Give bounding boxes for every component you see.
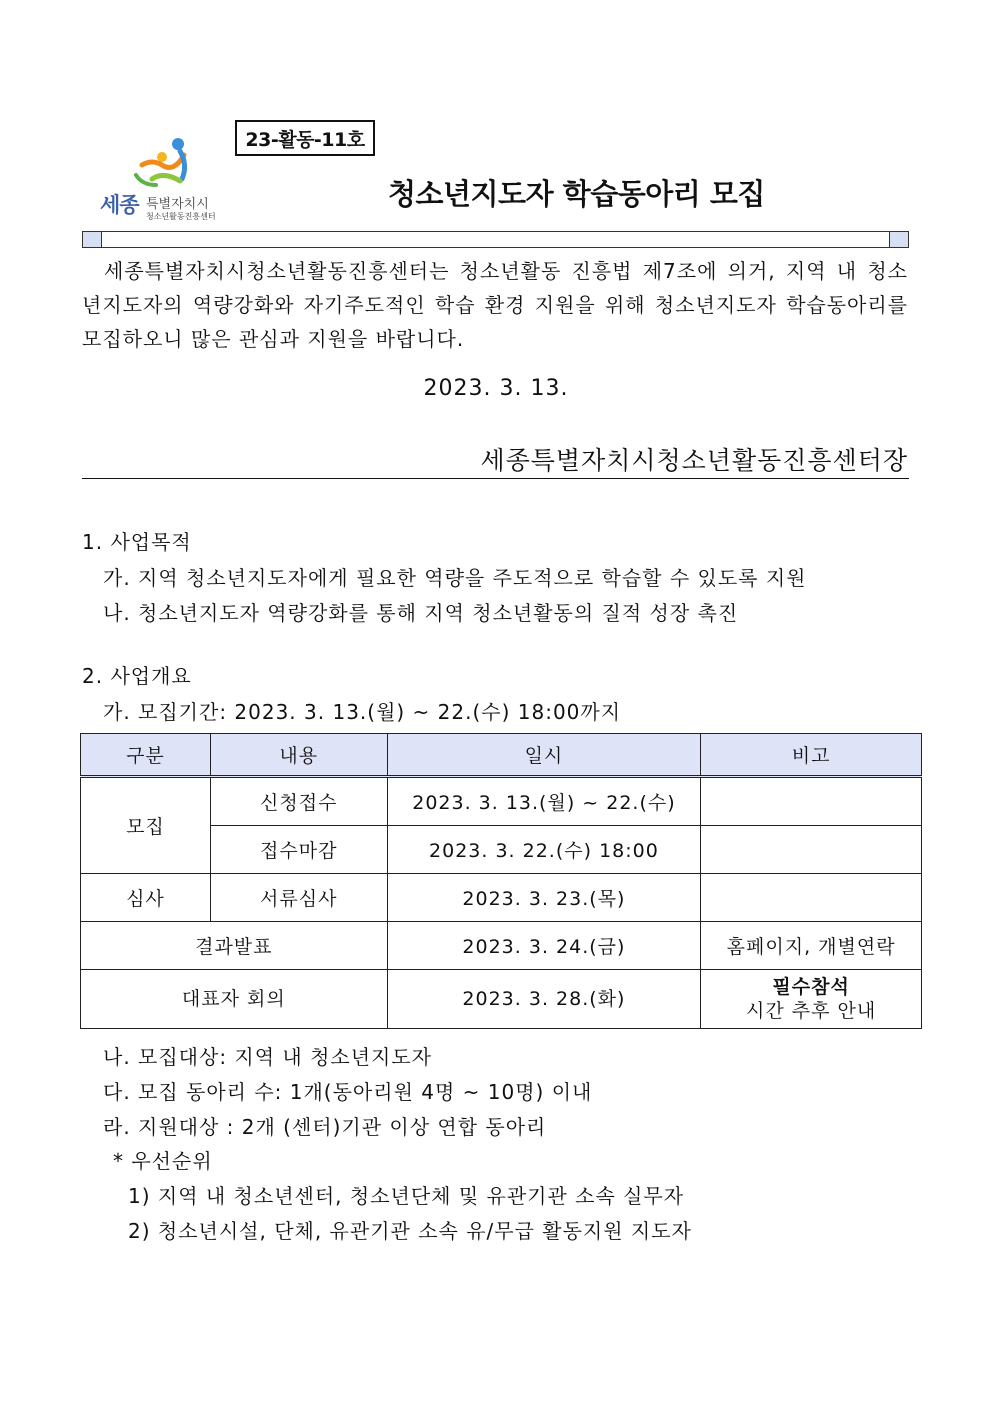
table-cell-date: 2023. 3. 24.(금) — [387, 922, 701, 970]
note-detail: 시간 추후 안내 — [746, 1000, 877, 1022]
table-cell-content: 접수마감 — [210, 826, 387, 874]
sejong-logo — [100, 135, 230, 230]
table-cell-note — [701, 874, 922, 922]
table-cell-category: 결과발표 — [81, 922, 388, 970]
section1-item: 가. 지역 청소년지도자에게 필요한 역량을 주도적으로 학습할 수 있도록 지원 — [103, 566, 807, 590]
table-row — [81, 777, 922, 826]
table-cell-note: 홈페이지, 개별연락 — [701, 922, 922, 970]
priority-item: 2) 청소년시설, 단체, 유관기관 소속 유/무급 활동지원 지도자 — [128, 1219, 692, 1243]
sejong-logo-icon — [122, 135, 212, 195]
divider-right-cap — [889, 232, 908, 247]
note-required: 필수참석 — [772, 976, 850, 998]
table-row — [81, 874, 922, 922]
table-cell-content: 서류심사 — [210, 874, 387, 922]
section1-item: 나. 청소년지도자 역량강화를 통해 지역 청소년활동의 질적 성장 촉진 — [103, 601, 739, 625]
table-cell-date: 2023. 3. 23.(목) — [387, 874, 701, 922]
recruit-period: 가. 모집기간: 2023. 3. 13.(월) ~ 22.(수) 18:00까지 — [103, 700, 622, 724]
table-header-row — [81, 734, 922, 777]
table-cell-date: 2023. 3. 22.(수) 18:00 — [387, 826, 701, 874]
section2-item: 라. 지원대상 : 2개 (센터)기관 이상 연합 동아리 — [103, 1115, 547, 1139]
table-cell-category: 심사 — [81, 874, 211, 922]
section2-heading: 2. 사업개요 — [82, 664, 192, 688]
logo-sub-text: 특별자치시 — [146, 197, 209, 212]
table-cell-note — [701, 970, 922, 1029]
page-title: 청소년지도자 학습동아리 모집 — [388, 177, 765, 211]
table-row — [81, 970, 922, 1029]
document-number: 23-활동-11호 — [235, 120, 375, 156]
priority-heading: * 우선순위 — [113, 1149, 213, 1173]
table-header-cell: 내용 — [210, 734, 387, 777]
logo-org-text: 청소년활동진흥센터 — [146, 212, 216, 221]
table-cell-date: 2023. 3. 28.(화) — [387, 970, 701, 1029]
section1-heading: 1. 사업목적 — [82, 530, 192, 554]
section2-item: 다. 모집 동아리 수: 1개(동아리원 4명 ~ 10명) 이내 — [103, 1080, 593, 1104]
table-cell-date: 2023. 3. 13.(월) ~ 22.(수) — [387, 777, 701, 826]
table-header-cell: 비고 — [701, 734, 922, 777]
table-row — [81, 922, 922, 970]
table-cell-note — [701, 777, 922, 826]
table-cell-content: 신청접수 — [210, 777, 387, 826]
table-cell-category: 모집 — [81, 777, 211, 874]
signature-underline — [82, 478, 909, 479]
table-cell-note — [701, 826, 922, 874]
intro-paragraph: 세종특별자치시청소년활동진흥센터는 청소년활동 진흥법 제7조에 의거, 지역 내 청소년지도자의 역량강화와 자기주도적인 학습 환경 지원을 위해 청소년지도자 학습동아리를 모집하오니 많은 관심과 지원을 바랍니다. — [82, 259, 908, 351]
section2-item: 나. 모집대상: 지역 내 청소년지도자 — [103, 1045, 433, 1069]
divider-left-cap — [83, 232, 102, 247]
priority-item: 1) 지역 내 청소년센터, 청소년단체 및 유관기관 소속 실무자 — [128, 1184, 685, 1208]
organization-signature: 세종특별자치시청소년활동진흥센터장 — [480, 446, 908, 475]
table-header-cell: 일시 — [387, 734, 701, 777]
title-divider-bar — [82, 231, 909, 248]
table-cell-category: 대표자 회의 — [81, 970, 388, 1029]
schedule-table — [80, 733, 922, 1029]
logo-main-text: 세종 — [100, 193, 139, 217]
issue-date: 2023. 3. 13. — [423, 376, 569, 401]
table-header-cell: 구분 — [81, 734, 211, 777]
